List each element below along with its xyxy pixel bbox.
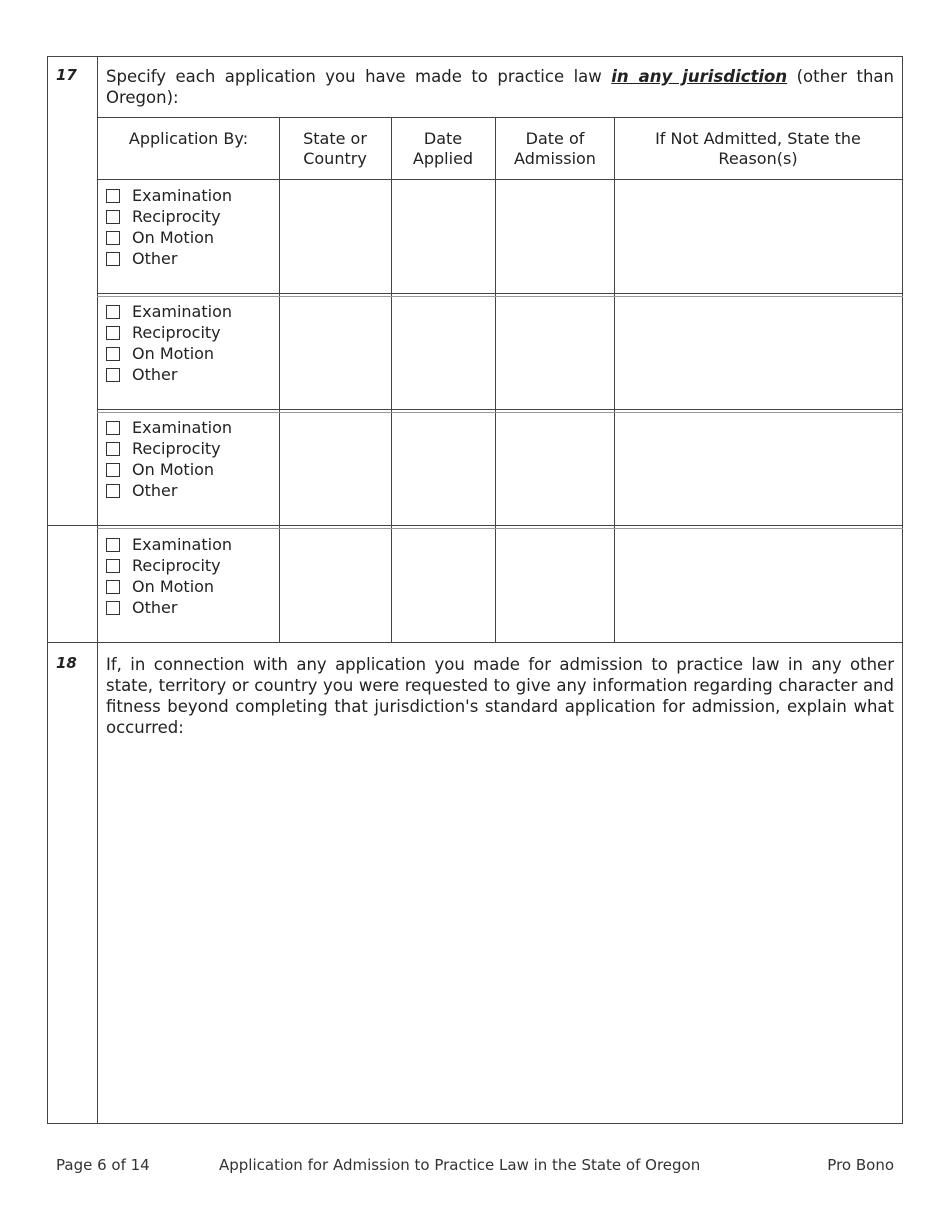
row-divider-3b [97,528,903,529]
question-18-prompt-line4: occurred: [106,718,184,737]
option-label: Other [132,365,178,384]
question-18-prompt-line3: fitness beyond completing that jurisdiction's standard application for admission, explain what [106,697,894,716]
reason-cell[interactable] [616,298,902,408]
checkbox-other[interactable] [106,601,120,615]
date-of-admission-cell[interactable] [497,530,613,641]
option-label: Reciprocity [132,439,221,458]
checkbox-reciprocity[interactable] [106,326,120,340]
state-or-country-cell[interactable] [281,298,390,408]
row-divider-1a [97,293,903,294]
option-label: Reciprocity [132,323,221,342]
checkbox-reciprocity[interactable] [106,442,120,456]
checkbox-on-motion[interactable] [106,463,120,477]
column-divider-3 [495,117,496,642]
option-other[interactable] [106,364,276,385]
table-top-rule [97,117,903,118]
option-label: Examination [132,535,233,554]
checkbox-examination[interactable] [106,305,120,319]
application-options-row-1 [106,185,276,269]
question-number-17: 17 [56,66,77,84]
footer-tag: Pro Bono [827,1156,894,1174]
application-options-row-2 [106,301,276,385]
question-18-answer-area[interactable] [102,744,898,1118]
date-of-admission-cell[interactable] [497,181,613,292]
option-examination[interactable] [106,417,276,438]
option-other[interactable] [106,248,276,269]
question-18-prompt-line1: If, in connection with any application you made for admission to practice law in any other [106,655,894,674]
row-divider-2a [97,409,903,410]
application-options-row-4 [106,534,276,618]
date-applied-cell[interactable] [393,414,494,524]
state-or-country-cell[interactable] [281,414,390,524]
question-17-prompt-line2: Oregon): [106,88,179,107]
option-examination[interactable] [106,534,276,555]
reason-cell[interactable] [616,414,902,524]
application-options-row-3 [106,417,276,501]
option-label: Examination [132,186,233,205]
option-label: Other [132,249,178,268]
checkbox-other[interactable] [106,368,120,382]
footer-page-number: Page 6 of 14 [56,1156,150,1174]
option-on-motion[interactable] [106,576,276,597]
column-header-application-by: Application By: [128,129,249,148]
state-or-country-cell[interactable] [281,530,390,641]
checkbox-examination[interactable] [106,189,120,203]
column-divider-4 [614,117,615,642]
state-or-country-cell[interactable] [281,181,390,292]
option-label: Reciprocity [132,207,221,226]
question-18-prompt-line2: state, territory or country you were requested to give any information regarding character and [106,676,894,695]
row-divider-3a [47,525,903,526]
number-column-divider [97,56,98,1124]
checkbox-on-motion[interactable] [106,580,120,594]
question-number-18: 18 [56,654,77,672]
question-17-prompt-pre: Specify each application you have made to practice law [106,67,612,86]
option-reciprocity[interactable] [106,206,276,227]
date-applied-cell[interactable] [393,181,494,292]
column-divider-2 [391,117,392,642]
option-label: On Motion [132,460,215,479]
question-18-top-rule [47,642,903,643]
reason-cell[interactable] [616,181,902,292]
option-on-motion[interactable] [106,459,276,480]
option-label: On Motion [132,344,215,363]
row-divider-1b [97,296,903,297]
table-header-rule [97,179,903,180]
column-header-reasons: If Not Admitted, State the Reason(s) [655,129,861,168]
checkbox-other[interactable] [106,252,120,266]
option-reciprocity[interactable] [106,555,276,576]
question-17-prompt-line1 [106,66,894,87]
option-reciprocity[interactable] [106,438,276,459]
option-examination[interactable] [106,301,276,322]
checkbox-other[interactable] [106,484,120,498]
date-applied-cell[interactable] [393,530,494,641]
option-examination[interactable] [106,185,276,206]
option-label: On Motion [132,577,215,596]
date-applied-cell[interactable] [393,298,494,408]
option-other[interactable] [106,597,276,618]
column-header-date-of-admission: Date of Admission [514,129,596,168]
column-divider-1 [279,117,280,642]
date-of-admission-cell[interactable] [497,414,613,524]
date-of-admission-cell[interactable] [497,298,613,408]
option-label: Examination [132,418,233,437]
option-label: Other [132,481,178,500]
question-17-prompt-emphasis: in any jurisdiction [611,67,788,86]
option-on-motion[interactable] [106,227,276,248]
row-divider-2b [97,412,903,413]
option-label: Examination [132,302,233,321]
checkbox-examination[interactable] [106,538,120,552]
checkbox-reciprocity[interactable] [106,210,120,224]
checkbox-on-motion[interactable] [106,231,120,245]
option-reciprocity[interactable] [106,322,276,343]
column-header-date-applied: Date Applied [412,129,474,168]
checkbox-on-motion[interactable] [106,347,120,361]
question-17-prompt-post: (other than [787,67,894,86]
option-label: Reciprocity [132,556,221,575]
option-label: Other [132,598,178,617]
checkbox-reciprocity[interactable] [106,559,120,573]
option-on-motion[interactable] [106,343,276,364]
checkbox-examination[interactable] [106,421,120,435]
column-header-state-or-country: State or Country [303,129,367,168]
reason-cell[interactable] [616,530,902,641]
option-other[interactable] [106,480,276,501]
footer-document-title: Application for Admission to Practice Law in the State of Oregon [219,1156,701,1174]
option-label: On Motion [132,228,215,247]
